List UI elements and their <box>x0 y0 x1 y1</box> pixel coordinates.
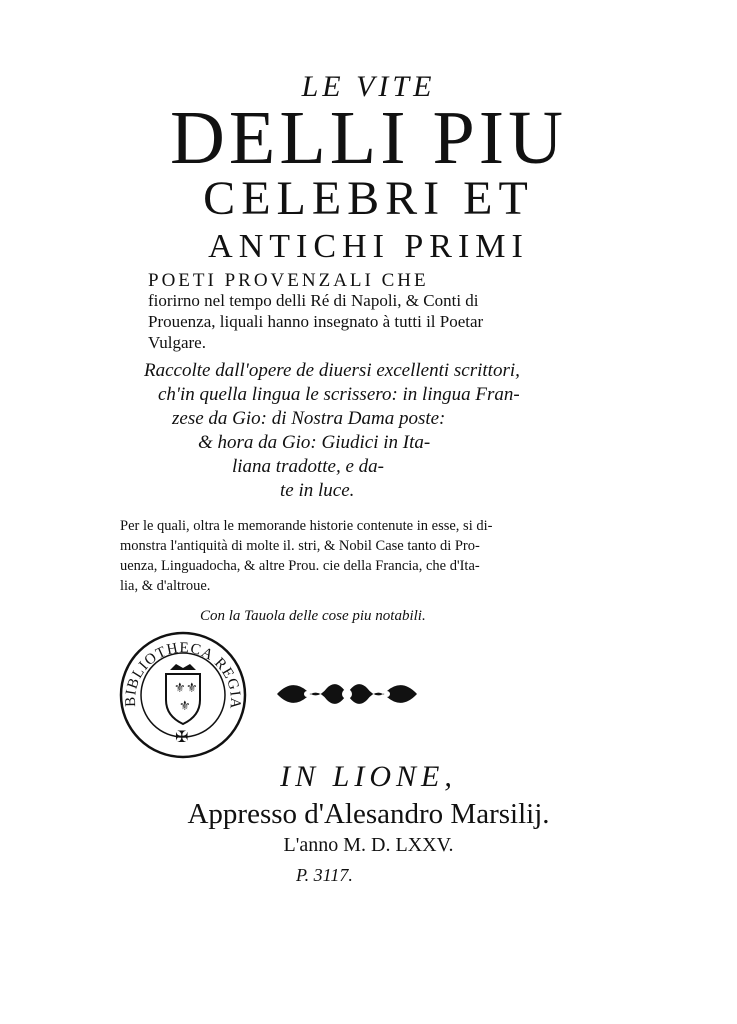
description-line-2: monstra l'antiquità di molte il. stri, & Nobil Case tanto di Pro- <box>120 538 480 554</box>
italic-line-2: ch'in quella lingua le scrissero: in lingua Fran- <box>158 384 520 405</box>
italic-line-5: liana tradotte, e da- <box>232 456 384 477</box>
description-line-4: lia, & d'altroue. <box>120 578 211 594</box>
italic-line-6: te in luce. <box>280 480 355 501</box>
title-line-4: ANTICHI PRIMI <box>208 228 529 265</box>
description-line-1: Per le quali, oltra le memorande historie contenute in esse, si di- <box>120 518 493 534</box>
title-line-5: POETI PROVENZALI CHE <box>148 270 429 291</box>
italic-line-3: zese da Gio: di Nostra Dama poste: <box>172 408 446 429</box>
italic-line-1: Raccolte dall'opere de diuersi excellenti scrittori, <box>144 360 520 381</box>
shelfmark: P. 3117. <box>296 865 353 885</box>
title-line-6: fiorirno nel tempo delli Ré di Napoli, & Conti di <box>148 291 479 310</box>
imprint-place: IN LIONE, <box>280 760 457 793</box>
title-line-7: Prouenza, liquali hanno insegnato à tutti il Poetar <box>148 312 484 331</box>
tavola-line: Con la Tauola delle cose piu notabili. <box>200 608 426 624</box>
svg-text:⚜: ⚜ <box>186 681 198 696</box>
title-line-8: Vulgare. <box>148 333 206 352</box>
italic-line-4: & hora da Gio: Giudici in Ita- <box>198 432 431 453</box>
imprint-year: L'anno M. D. LXXV. <box>283 834 454 856</box>
fleur-de-lis-shield-icon <box>166 664 200 724</box>
title-line-1: LE VITE <box>301 70 436 103</box>
cross-icon: ✠ <box>175 727 189 746</box>
title-line-3: CELEBRI ET <box>203 172 534 225</box>
description-line-3: uenza, Linguadocha, & altre Prou. cie della Francia, che d'Ita- <box>120 558 480 574</box>
stamp-text: BIBLIOTHECA REGIA <box>122 640 244 711</box>
ornament-icon <box>272 673 422 715</box>
imprint-printer: Appresso d'Alesandro Marsilij. <box>187 798 550 830</box>
svg-text:⚜: ⚜ <box>179 699 191 714</box>
title-line-2: DELLI PIU <box>170 96 567 180</box>
svg-text:⚜: ⚜ <box>174 681 186 696</box>
library-stamp <box>118 630 248 760</box>
